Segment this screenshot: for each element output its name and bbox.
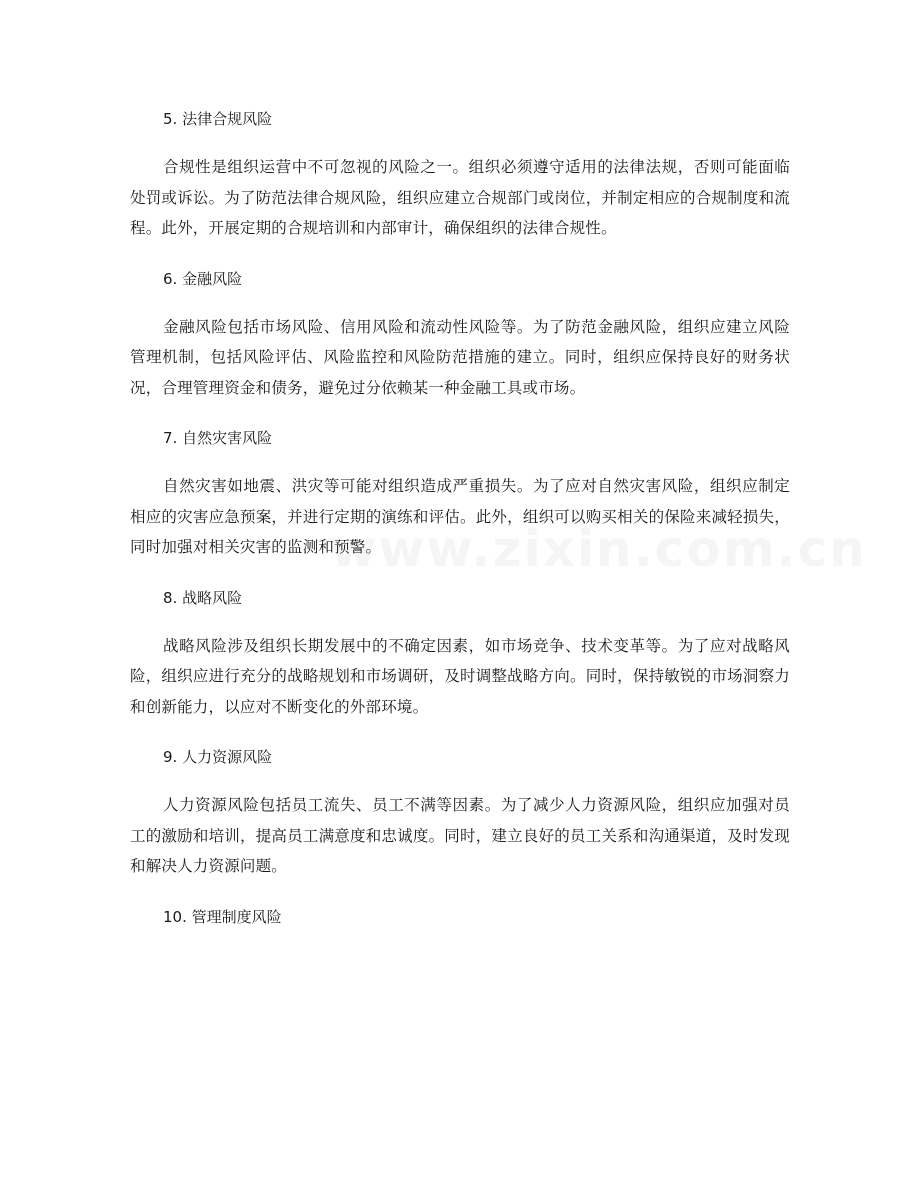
document-page — [130, 104, 790, 950]
section-financial — [130, 264, 790, 404]
section-paragraph: 战略风险涉及组织长期发展中的不确定因素，如市场竞争、技术变革等。为了应对战略风险，组织应进行充分的战略规划和市场调研，及时调整战略方向。同时，保持敏锐的市场洞察力和创新能力，以应对不断变化的外部环境。 — [130, 636, 790, 716]
section-heading: 8. 战略风险 — [163, 588, 243, 607]
section-natural-disaster — [130, 423, 790, 563]
section-heading: 6. 金融风险 — [163, 269, 243, 288]
section-human-resources — [130, 742, 790, 882]
section-management-system — [130, 902, 790, 932]
section-paragraph: 人力资源风险包括员工流失、员工不满等因素。为了减少人力资源风险，组织应加强对员工的激励和培训，提高员工满意度和忠诚度。同时，建立良好的员工关系和沟通渠道，及时发现和解决人力资源问题。 — [130, 796, 790, 875]
section-paragraph: 合规性是组织运营中不可忽视的风险之一。组织必须遵守适用的法律法规，否则可能面临处罚或诉讼。为了防范法律合规风险，组织应建立合规部门或岗位，并制定相应的合规制度和流程。此外，开展定期的合规培训和内部审计，确保组织的法律合规性。 — [130, 158, 790, 237]
section-heading: 7. 自然灾害风险 — [163, 429, 273, 447]
section-heading: 9. 人力资源风险 — [163, 748, 273, 766]
section-paragraph: 金融风险包括市场风险、信用风险和流动性风险等。为了防范金融风险，组织应建立风险管理机制，包括风险评估、风险监控和风险防范措施的建立。同时，组织应保持良好的财务状况，合理管理资金和债务，避免过分依赖某一种金融工具或市场。 — [130, 317, 790, 397]
section-heading: 10. 管理制度风险 — [163, 907, 282, 926]
section-legal-compliance — [130, 104, 790, 244]
section-paragraph: 自然灾害如地震、洪灾等可能对组织造成严重损失。为了应对自然灾害风险，组织应制定相应的灾害应急预案，并进行定期的演练和评估。此外，组织可以购买相关的保险来减轻损失，同时加强对相关灾害的监测和预警。 — [130, 477, 790, 556]
section-heading: 5. 法律合规风险 — [163, 110, 273, 128]
section-strategic — [130, 583, 790, 723]
watermark: www.zixin.com.cn — [330, 520, 867, 578]
